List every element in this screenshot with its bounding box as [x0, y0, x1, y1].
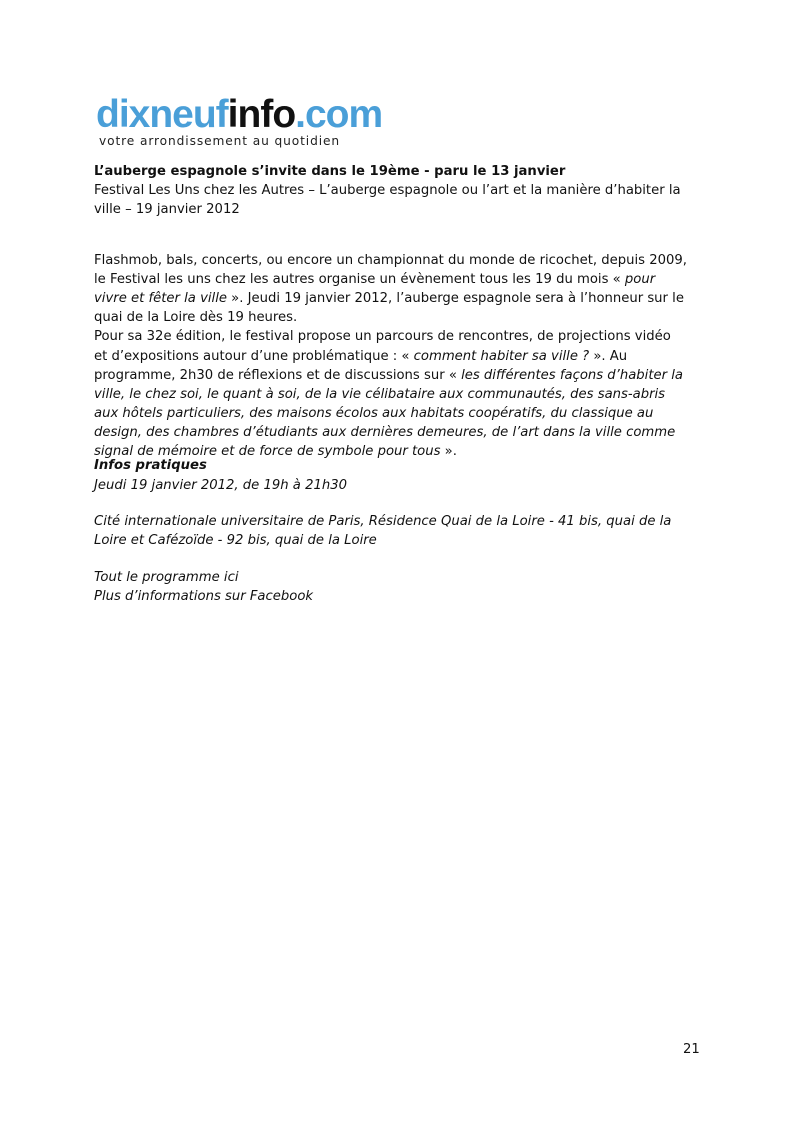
italic-text: ville, le chez soi, le quant à soi, de la vie célibataire aux communautés, des sans-abris	[94, 386, 666, 402]
text: Festival Les Uns chez les Autres – L’auberge espagnole ou l’art et la manière d’habiter la	[94, 183, 681, 198]
address-line: Loire et Cafézoïde - 92 bis, quai de la Loire	[94, 533, 377, 548]
text: ». Jeudi 19 janvier 2012, l’auberge espagnole sera à l’honneur sur le	[226, 291, 684, 307]
text-line	[94, 423, 675, 442]
text-line	[94, 404, 653, 423]
text: ». Au	[589, 348, 628, 364]
text: ».	[440, 444, 457, 459]
text-line	[94, 347, 627, 366]
logo-part-1: dixneuf	[96, 93, 228, 136]
text-line	[94, 289, 684, 308]
logo-tagline: votre arrondissement au quotidien	[99, 134, 341, 148]
infos-heading: Infos pratiques	[94, 458, 207, 473]
text: ville – 19 janvier 2012	[94, 202, 240, 217]
text-line	[94, 251, 687, 270]
article-title: L’auberge espagnole s’invite dans le 19ème - paru le 13 janvier	[94, 164, 566, 179]
text: le Festival les uns chez les autres organise un évènement tous les 19 du mois «	[94, 272, 625, 288]
text: programme, 2h30 de réflexions et de discussions sur «	[94, 367, 462, 383]
italic-text: signal de mémoire et de force de symbole pour tous	[94, 444, 441, 459]
text: Flashmob, bals, concerts, ou encore un championnat du monde de ricochet, depuis 2009,	[94, 253, 687, 268]
text-line	[94, 385, 665, 404]
text: Pour sa 32e édition, le festival propose un parcours de rencontres, de projections vidéo	[94, 329, 671, 345]
text: et d’expositions autour d’une problématique : «	[94, 348, 414, 364]
site-logo	[96, 93, 383, 148]
italic-text: pour	[624, 272, 656, 288]
text-line	[94, 308, 297, 327]
programme-link[interactable]: Tout le programme ici	[94, 570, 239, 585]
logo-part-2: info	[227, 93, 296, 136]
italic-text: design, des chambres d’étudiants aux dernières demeures, de l’art dans la ville comme	[94, 424, 676, 440]
italic-text: aux hôtels particuliers, des maisons écolos aux habitats coopératifs, du classique au	[94, 405, 654, 421]
page-number: 21	[683, 1042, 700, 1057]
text-line	[94, 327, 671, 346]
italic-text: vivre et fêter la ville	[94, 291, 227, 307]
logo-wordmark	[96, 93, 383, 136]
event-date: Jeudi 19 janvier 2012, de 19h à 21h30	[94, 478, 348, 493]
italic-text: les différentes façons d’habiter la	[461, 367, 683, 383]
logo-part-3: .com	[295, 93, 383, 136]
text: quai de la Loire dès 19 heures.	[94, 310, 298, 326]
text-line	[94, 270, 655, 289]
address-line: Cité internationale universitaire de Paris, Résidence Quai de la Loire - 41 bis, quai de la	[94, 514, 672, 529]
italic-text: comment habiter sa ville ?	[413, 348, 590, 364]
text-line	[94, 200, 240, 219]
text-line	[94, 366, 683, 385]
text-line	[94, 181, 681, 200]
facebook-link[interactable]: Plus d’informations sur Facebook	[94, 589, 314, 604]
